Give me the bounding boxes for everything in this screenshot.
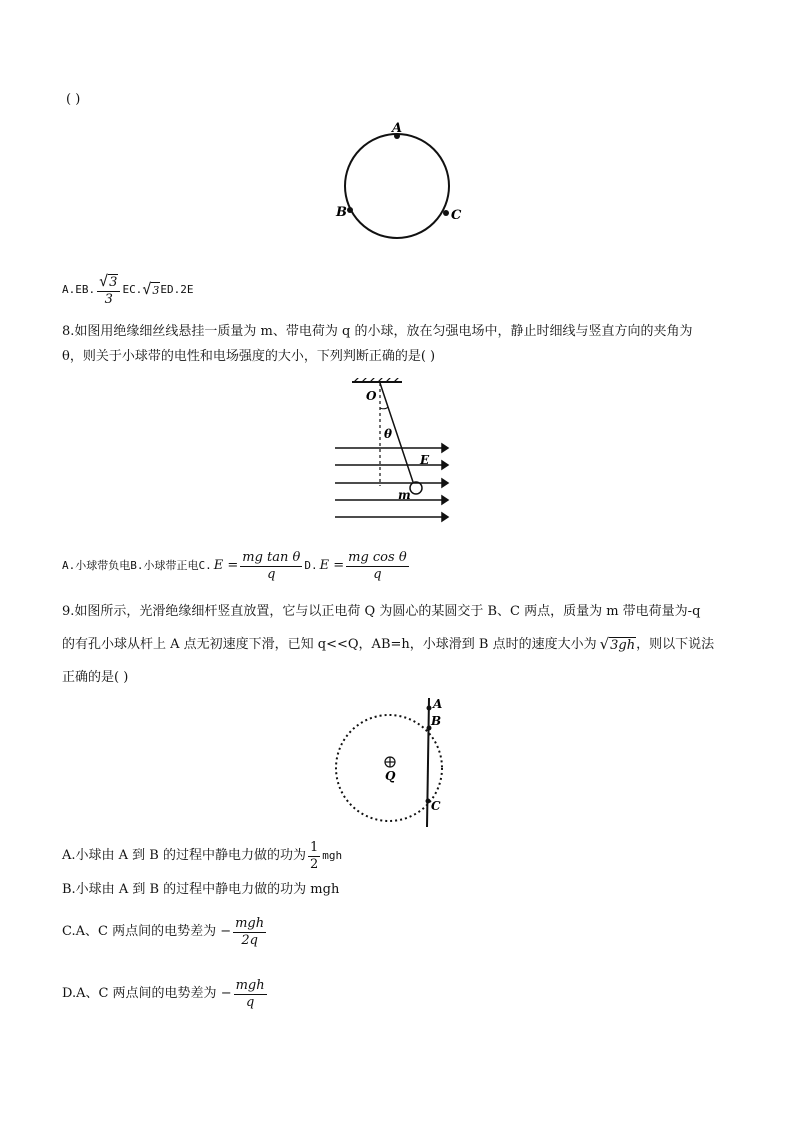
q9-option-c-numerator: mgh: [235, 915, 265, 931]
q9-option-d-numerator: mgh: [235, 977, 265, 993]
point-a: [427, 706, 432, 711]
q9-speed-radicand: 3gh: [610, 638, 636, 653]
q7-option-b-denominator: 3: [104, 291, 113, 307]
circle: [345, 134, 449, 238]
q9-stem-line1: 9.如图所示，光滑绝缘细杆竖直放置，它与以正电荷 Q 为圆心的某圆交于 B、C 两点，质量为 m 带电荷量为-q: [62, 604, 701, 619]
q7-option-b-label: B.: [81, 283, 96, 296]
q9-option-a-numerator: 1: [310, 839, 319, 855]
q8-stem-line1: 8.如图用绝缘细丝线悬挂一质量为 m、带电荷为 q 的小球，放在匀强电场中，静止时细线与竖直方向的夹角为: [62, 324, 693, 339]
label-b: B: [336, 205, 347, 220]
label-c: C: [431, 799, 441, 813]
point-c: [443, 210, 449, 216]
q7-option-c-label: C.: [129, 283, 143, 296]
q8-option-a: A.小球带负电: [62, 559, 131, 572]
q8-option-c-label: C.: [198, 559, 212, 572]
label-a: A: [433, 697, 443, 711]
label-e: E: [420, 453, 430, 467]
q8-option-d-numerator: mg cos θ: [348, 549, 407, 565]
label-m: m: [398, 488, 411, 502]
q7-option-a: A.E: [62, 283, 82, 296]
label-a: A: [392, 121, 403, 136]
q7-option-d: D.2E: [166, 283, 194, 296]
q9-stem-line2-end: ，则以下说法: [636, 637, 715, 652]
vertical-rod: [427, 698, 429, 827]
q9-stem-line3: 正确的是( ): [62, 670, 129, 685]
q9-option-d: [62, 974, 269, 1014]
q7-option-b-tail: E: [122, 283, 130, 296]
q9-option-d-fraction: [234, 978, 267, 1011]
point-b: [347, 207, 353, 213]
q9-option-a-unit: mgh: [322, 849, 343, 862]
q9-option-a: [62, 836, 342, 876]
q9-stem-line2: 的有孔小球从杆上 A 点无初速度下滑，已知 q<<Q，AB=h，小球滑到 B 点时的速度大小为 √3gh ，则以下说法: [62, 635, 715, 653]
q9-option-a-fraction: [308, 840, 320, 873]
q9-stem-line2-start: 的有孔小球从杆上 A 点无初速度下滑，已知 q<<Q，AB=h，小球滑到 B 点时的速度大小为: [62, 637, 597, 652]
q8-option-c-fraction: [240, 550, 302, 583]
label-theta: θ: [384, 427, 393, 441]
label-b: B: [431, 714, 442, 728]
q8-option-d-denominator: q: [373, 566, 382, 582]
q7-option-b-radicand: 3: [109, 274, 118, 290]
q8-option-c-lhs: E =: [213, 558, 239, 573]
q8-stem-line2: θ，则关于小球带的电性和电场强度的大小，下列判断正确的是( ): [62, 349, 436, 364]
ball: [410, 482, 422, 494]
q8-option-b: B.小球带正电: [130, 559, 199, 572]
q8-option-c-denominator: q: [267, 566, 276, 582]
q7-circle-figure: [330, 118, 470, 248]
q7-option-c-radicand: 3: [152, 284, 160, 297]
label-q: Q: [385, 769, 396, 783]
q7-answer-paren: ( ): [66, 92, 81, 107]
q9-option-c-text: C.A、C 两点间的电势差为 −: [62, 924, 232, 939]
point-c: [426, 799, 431, 804]
q9-option-c-fraction: [233, 916, 266, 949]
q9-option-a-text: A.小球由 A 到 B 的过程中静电力做的功为: [62, 848, 306, 863]
q8-option-d-fraction: [346, 550, 409, 583]
angle-arc: [380, 407, 388, 409]
label-c: C: [451, 208, 462, 223]
field-lines: [335, 444, 448, 521]
q9-rod-circle-figure: [330, 696, 450, 831]
q7-options: A.E B. $\frac{√3}{3}$ E C. √3 E D.2E: [62, 271, 194, 307]
q9-option-c-denominator: 2q: [241, 932, 258, 948]
label-o: O: [366, 389, 377, 403]
q9-option-d-denominator: q: [245, 994, 255, 1010]
q9-option-c: [62, 912, 268, 952]
q8-option-d-label: D.: [304, 559, 318, 572]
q9-option-b: B.小球由 A 到 B 的过程中静电力做的功为 mgh: [62, 882, 340, 897]
q8-pendulum-figure: [330, 378, 450, 523]
q7-option-b-fraction: $\frac{√3}{3}$: [97, 273, 120, 308]
dotted-circle: [336, 715, 442, 821]
q8-options: [62, 546, 411, 586]
q9-option-a-denominator: 2: [310, 856, 319, 872]
q9-option-d-text: D.A、C 两点间的电势差为 −: [62, 986, 232, 1001]
q8-option-c-numerator: mg tan θ: [242, 549, 301, 565]
q7-option-c-tail: E: [160, 283, 167, 296]
q8-option-d-lhs: E =: [319, 558, 345, 573]
